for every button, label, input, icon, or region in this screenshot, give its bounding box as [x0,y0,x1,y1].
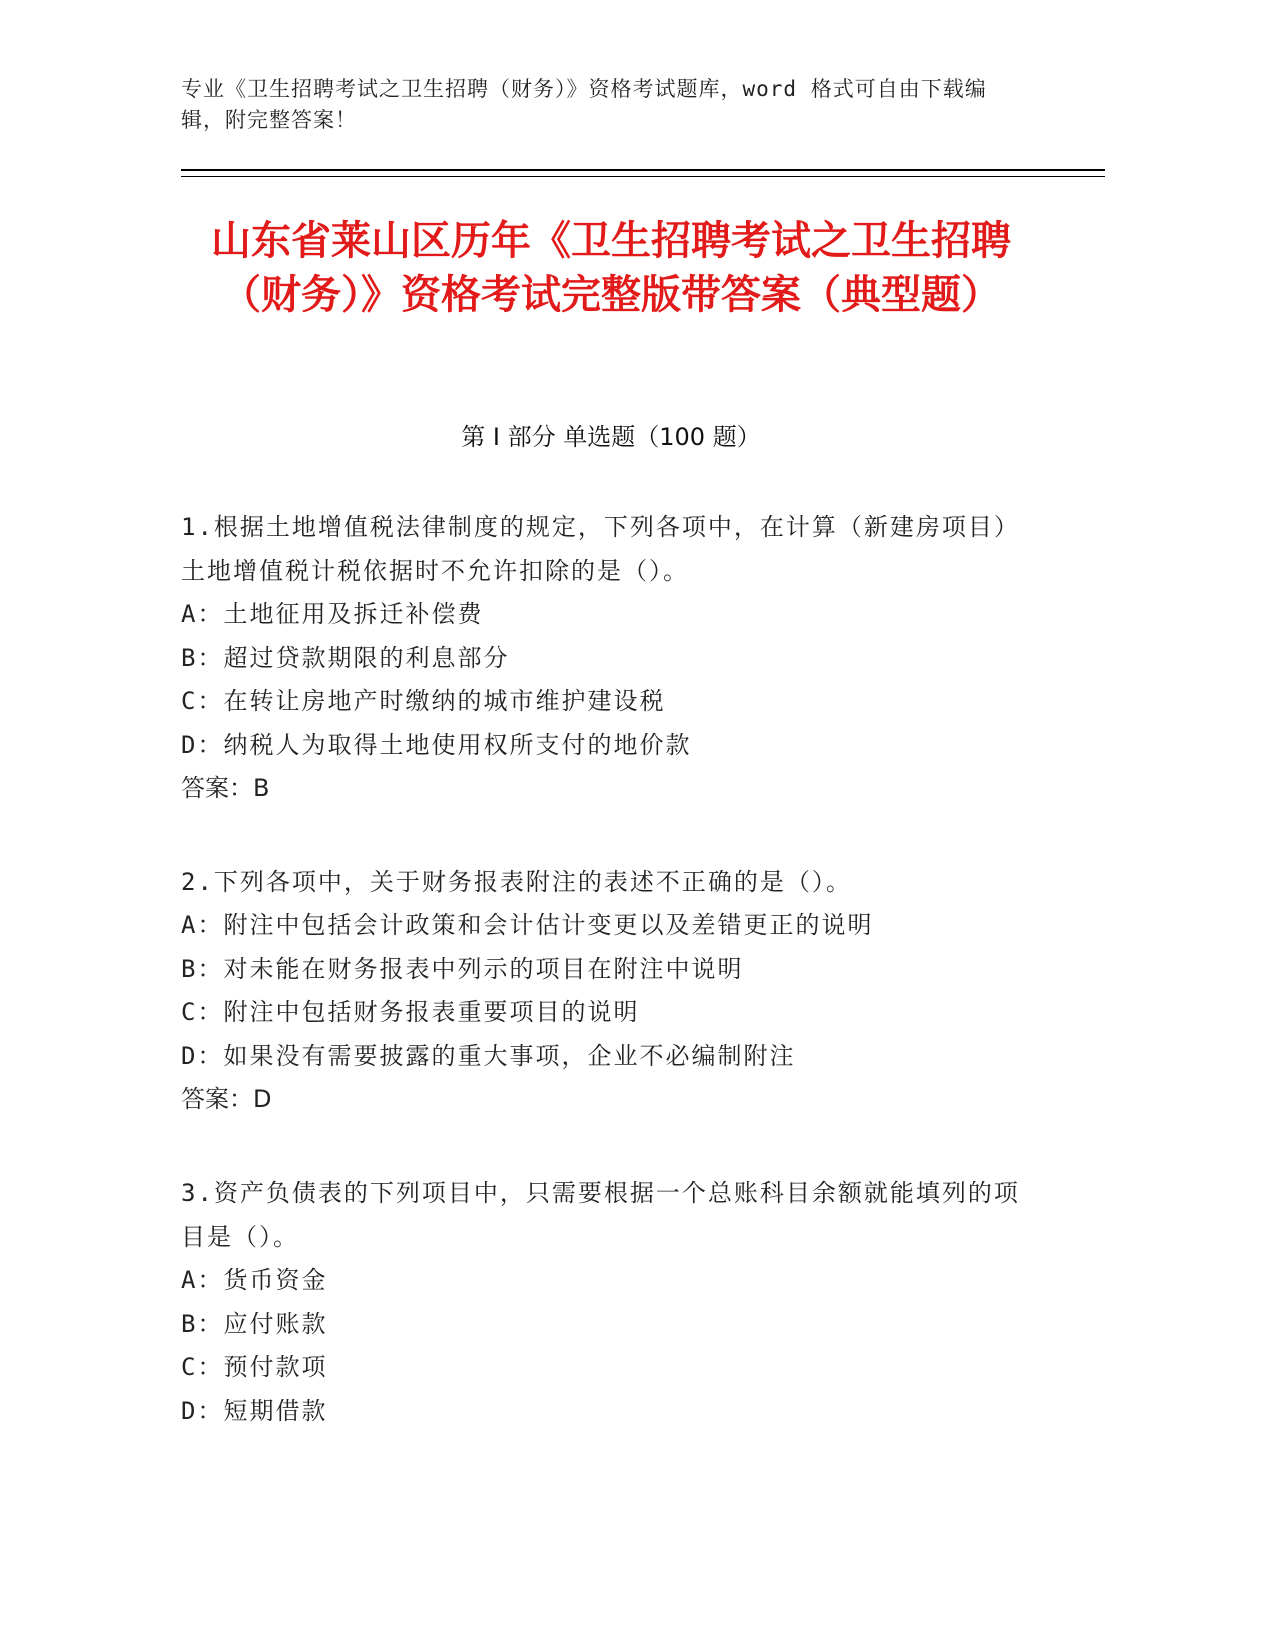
question-1 [181,505,1031,810]
option-c: C：在转让房地产时缴纳的城市维护建设税 [181,687,666,715]
header-rule-thin [181,176,1105,177]
document-title: 山东省莱山区历年《卫生招聘考试之卫生招聘（财务）》资格考试完整版带答案（典型题） [211,218,1011,318]
header-note: 专业《卫生招聘考试之卫生招聘（财务）》资格考试题库，word 格式可自由下载编辑，附完整答案！ [181,77,987,132]
option-a: A：货币资金 [181,1266,328,1294]
option-a: A：附注中包括会计政策和会计估计变更以及差错更正的说明 [181,911,874,939]
question-2 [181,860,1031,1121]
answer-line: 答案：D [181,1085,272,1113]
question-stem: 2.下列各项中，关于财务报表附注的表述不正确的是（）。 [181,868,852,896]
option-d: D：纳税人为取得土地使用权所支付的地价款 [181,730,692,759]
option-c: C：附注中包括财务报表重要项目的说明 [181,998,640,1026]
section-heading: 第 I 部分 单选题（100 题） [461,423,761,451]
option-d: D：如果没有需要披露的重大事项，企业不必编制附注 [181,1041,796,1070]
option-d: D：短期借款 [181,1396,328,1425]
question-3 [181,1171,1031,1433]
answer-line: 答案：B [181,774,270,802]
option-b: B：对未能在财务报表中列示的项目在附注中说明 [181,954,744,983]
question-stem: 3.资产负债表的下列项目中，只需要根据一个总账科目余额就能填列的项目是（）。 [181,1179,1020,1251]
option-c: C：预付款项 [181,1353,328,1381]
question-list [181,505,1031,1483]
option-b: B：超过贷款期限的利息部分 [181,643,510,672]
option-b: B：应付账款 [181,1309,328,1338]
option-a: A：土地征用及拆迁补偿费 [181,600,484,628]
question-stem: 1.根据土地增值税法律制度的规定，下列各项中，在计算（新建房项目）土地增值税计税依据时不允许扣除的是（）。 [181,513,1020,585]
header-rule-thick [181,169,1105,171]
